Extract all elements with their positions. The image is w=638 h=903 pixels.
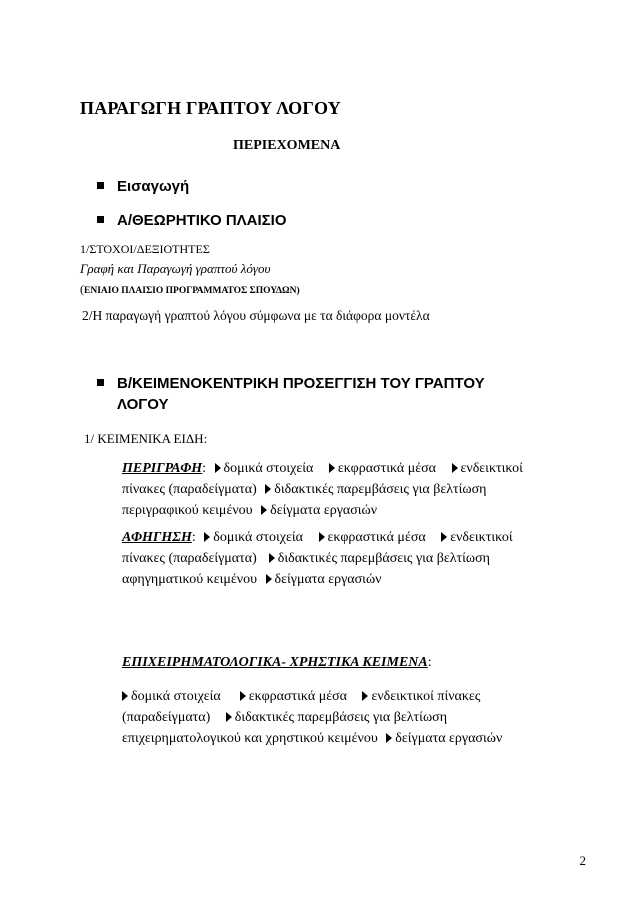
square-bullet-icon <box>97 216 104 223</box>
contents-heading: ΠΕΡΙΕΧΟΜΕΝΑ <box>233 138 341 153</box>
narration-samples: δείγματα εργασιών <box>274 572 382 587</box>
description-label: ΠΕΡΙΓΡΑΦΗ <box>122 461 203 476</box>
narration-indicative: ενδεικτικοί <box>450 530 513 545</box>
argumentative-heading-text: ΕΠΙΧΕΙΡΗΜΑΤΟΛΟΓΙΚΑ- ΧΡΗΣΤΙΚΑ ΚΕΙΜΕΝΑ <box>122 655 428 670</box>
models-line: 2/Η παραγωγή γραπτού λόγου σύμφωνα με τα διάφορα μοντέλα <box>82 308 430 323</box>
narration-structure: δομικά στοιχεία <box>213 530 304 545</box>
triangle-bullet-icon <box>386 733 392 743</box>
bullet-theoretical-framework-text: Α/ΘΕΩΡΗΤΙΚΟ ΠΛΑΙΣΙΟ <box>117 212 287 229</box>
curriculum-paren: ( <box>80 282 84 296</box>
description-structure: δομικά στοιχεία <box>223 461 314 476</box>
triangle-bullet-icon <box>266 574 272 584</box>
curriculum-line <box>80 280 300 298</box>
square-bullet-icon <box>97 182 104 189</box>
argumentative-heading <box>122 655 432 671</box>
narration-interventions: διδακτικές παρεμβάσεις για βελτίωση <box>277 551 491 566</box>
argumentative-indicative-tables: ενδεικτικοί πίνακες <box>371 689 481 704</box>
narration-text-kind: αφηγηματικού κειμένου <box>122 572 258 587</box>
argumentative-colon: : <box>427 655 432 670</box>
bullet-text-centered-approach <box>97 373 485 415</box>
triangle-bullet-icon <box>261 505 267 515</box>
bullet-introduction-text: Εισαγωγή <box>117 178 190 195</box>
bullet-introduction <box>97 176 189 197</box>
description-expressive-means: εκφραστικά μέσα <box>337 461 436 476</box>
triangle-bullet-icon <box>269 553 275 563</box>
document-title: ΠΑΡΑΓΩΓΗ ΓΡΑΠΤΟΥ ΛΟΓΟΥ <box>80 98 341 118</box>
text-types-line: 1/ ΚΕΙΜΕΝΙΚΑ ΕΙΔΗ: <box>84 431 208 446</box>
square-bullet-icon <box>97 379 104 386</box>
narration-label: ΑΦΗΓΗΣΗ <box>122 530 192 545</box>
triangle-bullet-icon <box>215 463 221 473</box>
triangle-bullet-icon <box>226 712 232 722</box>
argumentative-expressive-means: εκφραστικά μέσα <box>248 689 347 704</box>
triangle-bullet-icon <box>441 532 447 542</box>
description-tables: πίνακες (παραδείγματα) <box>122 482 257 497</box>
goals-line: 1/ΣΤΟΧΟΙ/ΔΕΞΙΟΤΗΤΕΣ <box>80 242 210 256</box>
triangle-bullet-icon <box>265 484 271 494</box>
triangle-bullet-icon <box>362 691 368 701</box>
triangle-bullet-icon <box>122 691 128 701</box>
description-indicative: ενδεικτικοί <box>460 461 523 476</box>
triangle-bullet-icon <box>329 463 335 473</box>
triangle-bullet-icon <box>240 691 246 701</box>
description-paragraph <box>122 458 523 521</box>
description-interventions: διδακτικές παρεμβάσεις για βελτίωση <box>274 482 487 497</box>
argumentative-samples: δείγματα εργασιών <box>395 731 503 746</box>
argumentative-examples: (παραδείγματα) <box>122 710 211 725</box>
narration-expressive-means: εκφραστικά μέσα <box>327 530 426 545</box>
argumentative-text-kind: επιχειρηματολογικού και χρηστικού κειμένου <box>122 731 378 746</box>
description-text-kind: περιγραφικού κειμένου <box>122 503 253 518</box>
bullet-b-line1: Β/ΚΕΙΜΕΝΟΚΕΝΤΡΙΚΗ ΠΡΟΣΕΓΓΙΣΗ ΤΟΥ ΓΡΑΠΤΟΥ <box>117 375 485 392</box>
argumentative-interventions: διδακτικές παρεμβάσεις για βελτίωση <box>234 710 448 725</box>
triangle-bullet-icon <box>319 532 325 542</box>
narration-colon: : <box>191 530 196 545</box>
bullet-b-line2: ΛΟΓΟΥ <box>117 396 169 413</box>
triangle-bullet-icon <box>452 463 458 473</box>
bullet-theoretical-framework <box>97 210 287 231</box>
writing-production-line: Γραφή και Παραγωγή γραπτού λόγου <box>80 261 271 276</box>
argumentative-paragraph <box>122 686 502 749</box>
narration-paragraph <box>122 527 513 590</box>
page-number: 2 <box>579 853 586 868</box>
argumentative-structure: δομικά στοιχεία <box>131 689 221 704</box>
narration-tables: πίνακες (παραδείγματα) <box>122 551 257 566</box>
description-colon: : <box>202 461 207 476</box>
bullet-text-centered-approach-text <box>117 373 485 415</box>
triangle-bullet-icon <box>204 532 210 542</box>
description-samples: δείγματα εργασιών <box>270 503 378 518</box>
curriculum-text: ΕΝΙΑΙΟ ΠΛΑΙΣΙΟ ΠΡΟΓΡΑΜΜΑΤΟΣ ΣΠΟΥΔΩΝ) <box>84 286 300 296</box>
